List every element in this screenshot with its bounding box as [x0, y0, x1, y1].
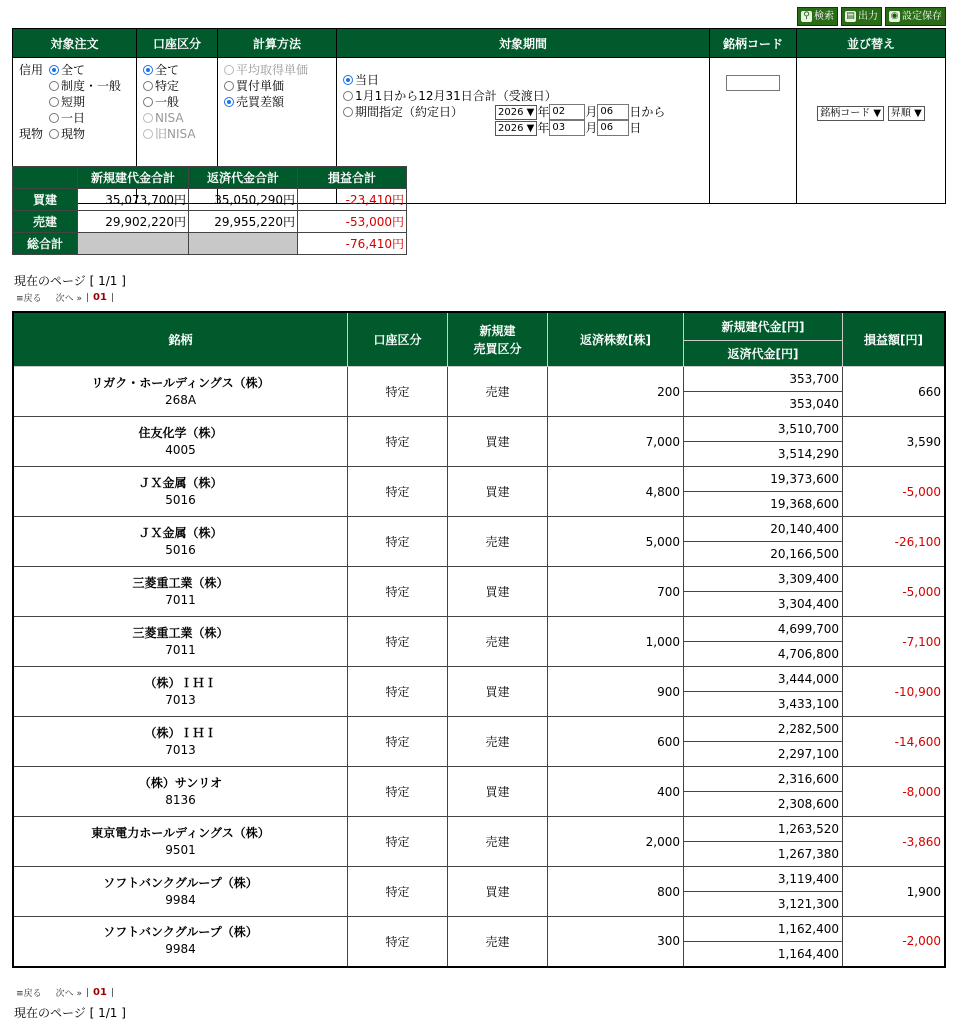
stock-name-cell: [13, 867, 348, 917]
next-link[interactable]: 次へ »: [55, 294, 82, 304]
repay-amount: 1,267,380: [684, 842, 843, 867]
header-code: 銘柄コード: [710, 29, 797, 58]
profit-loss: -7,100: [843, 617, 946, 667]
settings-icon: ◉: [890, 11, 899, 21]
table-row: [13, 817, 945, 842]
stock-code: 9984: [165, 942, 196, 957]
summary-row-buy: 買建 35,073,700円 35,050,290円 -23,410円: [13, 189, 407, 211]
repay-amount: 1,164,400: [684, 942, 843, 967]
output-button[interactable]: ▤ 出力: [841, 7, 882, 26]
trade-side: 売建: [448, 617, 548, 667]
account-options: 全て 特定 一般 NISA 旧NISA: [137, 58, 218, 204]
new-amount: 3,309,400: [684, 567, 843, 592]
order-options: 信用 全て 制度・一般 短期 一日 現物 現物: [13, 58, 137, 204]
stock-code: 7011: [165, 642, 196, 657]
repay-qty: 7,000: [548, 417, 684, 467]
stock-code: 268A: [164, 392, 197, 407]
new-amount: 3,444,000: [684, 667, 843, 692]
repay-amount: 3,433,100: [684, 692, 843, 717]
new-amount: 353,700: [684, 367, 843, 392]
table-row: [13, 617, 945, 642]
from-year-select[interactable]: 2026 ▼: [495, 105, 537, 120]
header-sort: 並び替え: [797, 29, 946, 58]
period-options: 当日 1月1日から12月31日合計（受渡日） 期間指定（約定日） 2026 ▼ 年 02 月 06 日から 2026 ▼ 年 03 月 06 日: [337, 58, 710, 204]
account-type: 特定: [348, 467, 448, 517]
stock-code: 8136: [165, 792, 196, 807]
stock-name-cell: [13, 917, 348, 967]
repay-amount: 2,297,100: [684, 742, 843, 767]
header-order: 対象注文: [13, 29, 137, 58]
new-amount: 19,373,600: [684, 467, 843, 492]
col-account: 口座区分: [348, 312, 448, 367]
repay-amount: 3,121,300: [684, 892, 843, 917]
new-amount: 1,263,520: [684, 817, 843, 842]
stock-name-cell: [13, 617, 348, 667]
period-year-radio[interactable]: [343, 91, 353, 101]
repay-amount: 3,514,290: [684, 442, 843, 467]
repay-amount: 20,166,500: [684, 542, 843, 567]
stock-name-cell: [13, 567, 348, 617]
to-day-input[interactable]: 06: [597, 120, 629, 136]
save-settings-button[interactable]: ◉ 設定保存: [885, 7, 946, 26]
account-type: 特定: [348, 517, 448, 567]
summary-header-pl: 損益合計: [298, 167, 407, 189]
stock-code: 7013: [165, 692, 196, 707]
trade-side: 買建: [448, 567, 548, 617]
repay-qty: 2,000: [548, 817, 684, 867]
trade-side: 売建: [448, 717, 548, 767]
stock-name-cell: [13, 717, 348, 767]
repay-qty: 400: [548, 767, 684, 817]
trade-side: 買建: [448, 767, 548, 817]
stock-name-cell: [13, 817, 348, 867]
profit-loss: 1,900: [843, 867, 946, 917]
col-new-amount: 新規建代金[円]: [684, 312, 843, 341]
stock-name: （株）ＩＨＩ: [144, 675, 217, 690]
stock-code: 7011: [165, 592, 196, 607]
table-row: [13, 567, 945, 592]
to-month-input[interactable]: 03: [549, 120, 585, 136]
account-nisa-radio: [143, 113, 153, 123]
table-row: [13, 417, 945, 442]
position-rows: [13, 367, 945, 967]
repay-qty: 5,000: [548, 517, 684, 567]
pager-bottom: ≡戻る 次へ » | 01 |: [16, 987, 114, 999]
order-tanki-radio[interactable]: [49, 97, 59, 107]
stock-name: ソフトバンクグループ（株）: [103, 875, 258, 890]
repay-qty: 800: [548, 867, 684, 917]
page-link-01[interactable]: 01: [93, 292, 107, 303]
trade-side: 売建: [448, 817, 548, 867]
back-link[interactable]: ≡戻る: [16, 294, 42, 304]
trade-side: 売建: [448, 367, 548, 417]
repay-qty: 200: [548, 367, 684, 417]
profit-loss: 3,590: [843, 417, 946, 467]
stock-name: 三菱重工業（株）: [132, 625, 229, 640]
header-calc: 計算方法: [218, 29, 337, 58]
stock-name: ＪＸ金属（株）: [138, 475, 223, 490]
table-row: [13, 517, 945, 542]
summary-row-sell: 売建 29,902,220円 29,955,220円 -53,000円: [13, 211, 407, 233]
stock-name-cell: [13, 767, 348, 817]
repay-amount: 3,304,400: [684, 592, 843, 617]
col-name: 銘柄: [13, 312, 348, 367]
repay-qty: 1,000: [548, 617, 684, 667]
account-type: 特定: [348, 817, 448, 867]
toolbar: [797, 7, 946, 26]
period-range-radio[interactable]: [343, 107, 353, 117]
from-month-input[interactable]: 02: [549, 104, 585, 120]
account-type: 特定: [348, 667, 448, 717]
profit-loss: -10,900: [843, 667, 946, 717]
pager-top: ≡戻る 次へ » | 01 |: [16, 292, 114, 304]
repay-amount: 2,308,600: [684, 792, 843, 817]
stock-name: （株）ＩＨＩ: [144, 725, 217, 740]
account-type: 特定: [348, 917, 448, 967]
calc-purchase-radio[interactable]: [224, 81, 234, 91]
order-genbutsu-radio[interactable]: [49, 129, 59, 139]
page-info-bottom: 現在のページ [ 1/1 ]: [14, 1006, 126, 1020]
repay-amount: 19,368,600: [684, 492, 843, 517]
profit-loss: -5,000: [843, 567, 946, 617]
page-link-01[interactable]: 01: [93, 987, 107, 998]
calc-average-radio: [224, 65, 234, 75]
calc-diff-radio[interactable]: [224, 97, 234, 107]
stock-name: （株）サンリオ: [138, 775, 223, 790]
account-type: 特定: [348, 367, 448, 417]
stock-code: 9984: [165, 892, 196, 907]
table-row: [13, 917, 945, 942]
trade-side: 買建: [448, 417, 548, 467]
table-row: [13, 367, 945, 392]
repay-qty: 700: [548, 567, 684, 617]
summary-table: [12, 166, 407, 255]
period-range-dates: 2026 ▼ 年 02 月 06 日から 2026 ▼ 年 03 月 06 日: [495, 104, 665, 136]
sort-key-select[interactable]: 銘柄コード ▼: [817, 106, 884, 121]
col-qty: 返済株数[株]: [548, 312, 684, 367]
stock-name-cell: [13, 517, 348, 567]
to-year-select[interactable]: 2026 ▼: [495, 121, 537, 136]
account-tokutei-radio[interactable]: [143, 81, 153, 91]
position-table: [12, 311, 946, 968]
stock-name: 三菱重工業（株）: [132, 575, 229, 590]
repay-qty: 900: [548, 667, 684, 717]
col-pl: 損益額[円]: [843, 312, 946, 367]
account-type: 特定: [348, 867, 448, 917]
profit-loss: -14,600: [843, 717, 946, 767]
table-row: [13, 467, 945, 492]
trade-side: 買建: [448, 867, 548, 917]
account-type: 特定: [348, 417, 448, 467]
stock-code: 9501: [165, 842, 196, 857]
code-cell: [710, 58, 797, 204]
back-link[interactable]: ≡戻る: [16, 989, 42, 999]
new-amount: 4,699,700: [684, 617, 843, 642]
account-all-radio[interactable]: [143, 65, 153, 75]
stock-code: 7013: [165, 742, 196, 757]
stock-code: 4005: [165, 442, 196, 457]
stock-name: 東京電力ホールディングス（株）: [91, 825, 270, 840]
profit-loss: -8,000: [843, 767, 946, 817]
stock-name: リガク・ホールディングス（株）: [91, 375, 270, 390]
account-type: 特定: [348, 717, 448, 767]
new-amount: 20,140,400: [684, 517, 843, 542]
stock-code: 5016: [165, 492, 196, 507]
summary-corner: [13, 167, 78, 189]
sort-cell: [797, 58, 946, 204]
new-amount: 2,282,500: [684, 717, 843, 742]
col-side: 新規建 売買区分: [448, 312, 548, 367]
search-icon: ⚲: [801, 11, 812, 22]
stock-name-cell: [13, 367, 348, 417]
account-type: 特定: [348, 767, 448, 817]
header-account: 口座区分: [137, 29, 218, 58]
header-period: 対象期間: [337, 29, 710, 58]
order-seido-radio[interactable]: [49, 81, 59, 91]
summary-header-repay: 返済代金合計: [189, 167, 298, 189]
period-today-radio[interactable]: [343, 75, 353, 85]
order-ichinichi-radio[interactable]: [49, 113, 59, 123]
sort-order-select[interactable]: 昇順 ▼: [888, 106, 925, 121]
table-row: [13, 767, 945, 792]
stock-name-cell: [13, 667, 348, 717]
account-type: 特定: [348, 617, 448, 667]
new-amount: 2,316,600: [684, 767, 843, 792]
account-type: 特定: [348, 567, 448, 617]
stock-name: ＪＸ金属（株）: [138, 525, 223, 540]
page-info-top: 現在のページ [ 1/1 ]: [14, 274, 126, 288]
print-icon: ▤: [846, 11, 855, 21]
profit-loss: -26,100: [843, 517, 946, 567]
order-all-radio[interactable]: [49, 65, 59, 75]
next-link[interactable]: 次へ »: [55, 989, 82, 999]
summary-header-new: 新規建代金合計: [78, 167, 189, 189]
search-button[interactable]: ⚲ 検索: [797, 7, 838, 26]
col-repay-amount: 返済代金[円]: [684, 341, 843, 367]
stock-name: ソフトバンクグループ（株）: [103, 925, 258, 940]
profit-loss: 660: [843, 367, 946, 417]
account-old-nisa-radio: [143, 129, 153, 139]
repay-qty: 300: [548, 917, 684, 967]
stock-code: 5016: [165, 542, 196, 557]
profit-loss: -5,000: [843, 467, 946, 517]
table-row: [13, 867, 945, 892]
repay-qty: 600: [548, 717, 684, 767]
stock-code-input[interactable]: [726, 75, 780, 91]
calc-options: 平均取得単価 買付単価 売買差額: [218, 58, 337, 204]
new-amount: 1,162,400: [684, 917, 843, 942]
repay-amount: 353,040: [684, 392, 843, 417]
new-amount: 3,119,400: [684, 867, 843, 892]
repay-qty: 4,800: [548, 467, 684, 517]
table-row: [13, 667, 945, 692]
stock-name-cell: [13, 417, 348, 467]
new-amount: 3,510,700: [684, 417, 843, 442]
from-day-input[interactable]: 06: [597, 104, 629, 120]
trade-side: 買建: [448, 667, 548, 717]
trade-side: 売建: [448, 917, 548, 967]
stock-name: 住友化学（株）: [138, 425, 223, 440]
account-ippan-radio[interactable]: [143, 97, 153, 107]
stock-name-cell: [13, 467, 348, 517]
profit-loss: -3,860: [843, 817, 946, 867]
repay-amount: 4,706,800: [684, 642, 843, 667]
profit-loss: -2,000: [843, 917, 946, 967]
summary-row-total: 総合計 -76,410円: [13, 233, 407, 255]
trade-side: 買建: [448, 467, 548, 517]
trade-side: 売建: [448, 517, 548, 567]
table-row: [13, 717, 945, 742]
